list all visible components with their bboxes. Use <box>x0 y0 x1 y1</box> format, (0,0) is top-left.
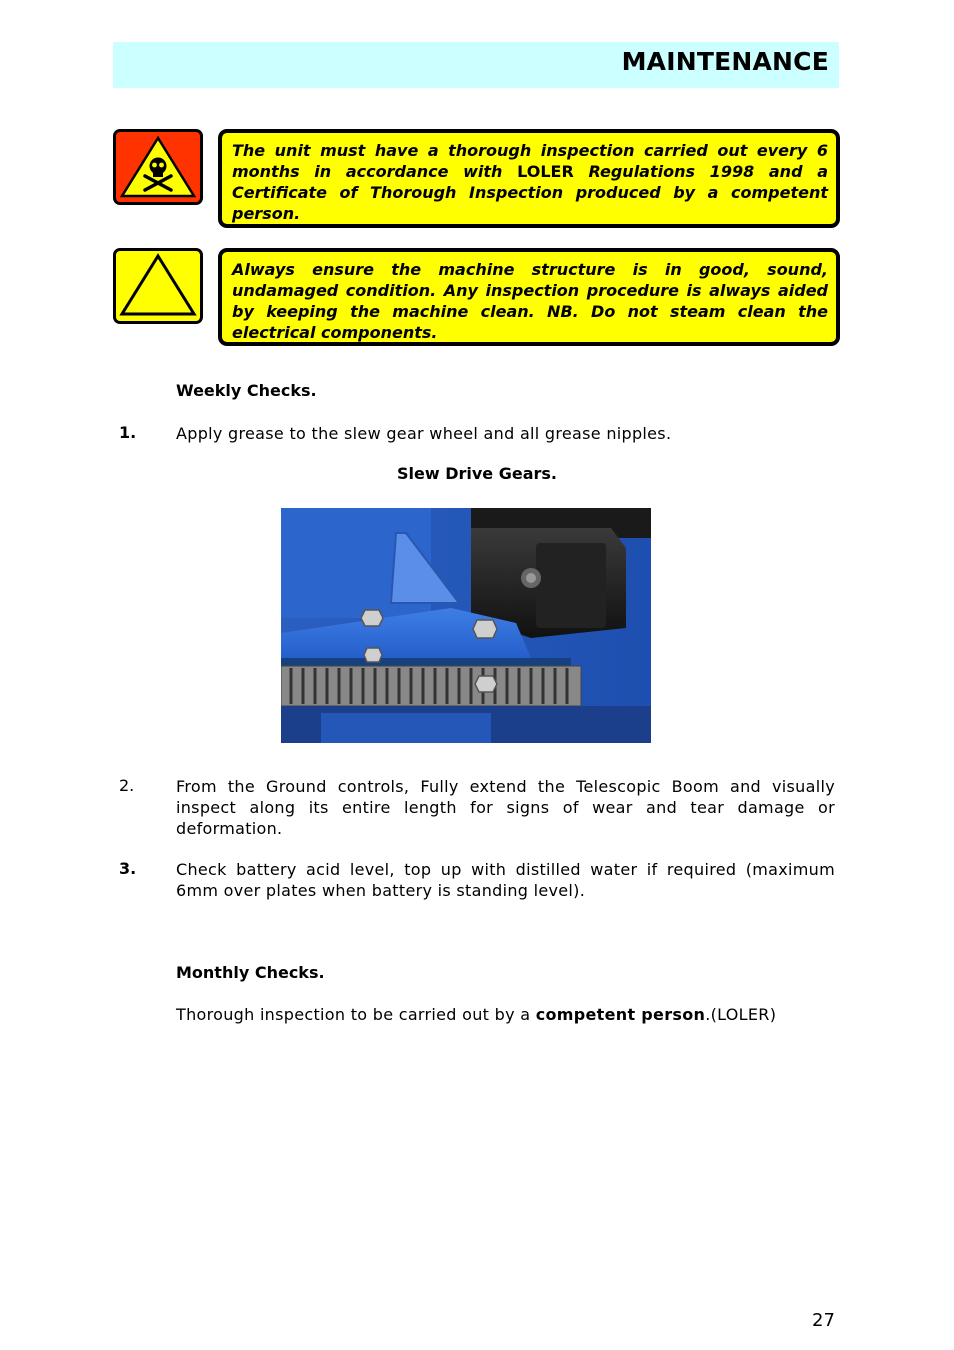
slew-drive-gears-photo <box>281 508 651 743</box>
item-text: Check battery acid level, top up with distilled water if required (maximum 6mm over plates when battery is standing level). <box>176 860 835 900</box>
page-header <box>113 42 839 88</box>
caution-warning-box <box>218 248 840 346</box>
item-text: From the Ground controls, Fully extend the Telescopic Boom and visually inspect along its entire length for signs of wear and tear damage or deformation. <box>176 777 835 838</box>
inspection-warning-box <box>218 129 840 228</box>
inspection-warning-text: The unit must have a thorough inspection carried out every 6 months in accordance with LOLER Regulations 1998 and a Certificate of Thorough Inspection produced by a competent person. <box>232 141 828 223</box>
caution-triangle-icon <box>113 248 203 324</box>
page-number: 27 <box>812 1310 835 1331</box>
item-number: 3. <box>119 859 137 878</box>
item-number: 1. <box>119 423 137 442</box>
image-caption: Slew Drive Gears. <box>397 464 557 483</box>
item-number: 2. <box>119 776 135 795</box>
monthly-checks-heading: Monthly Checks. <box>176 963 325 982</box>
caution-warning-text: Always ensure the machine structure is in good, sound, undamaged condition. Any inspection procedure is always aided by keeping the machine clean. NB. Do not steam clean the electrical components. <box>232 260 828 342</box>
page-title: MAINTENANCE <box>621 47 829 76</box>
toxic-hazard-icon <box>113 129 203 205</box>
item-text: Apply grease to the slew gear wheel and all grease nipples. <box>176 424 672 443</box>
weekly-checks-heading: Weekly Checks. <box>176 381 317 400</box>
monthly-checks-text: Thorough inspection to be carried out by a competent person.(LOLER) <box>176 1005 777 1024</box>
